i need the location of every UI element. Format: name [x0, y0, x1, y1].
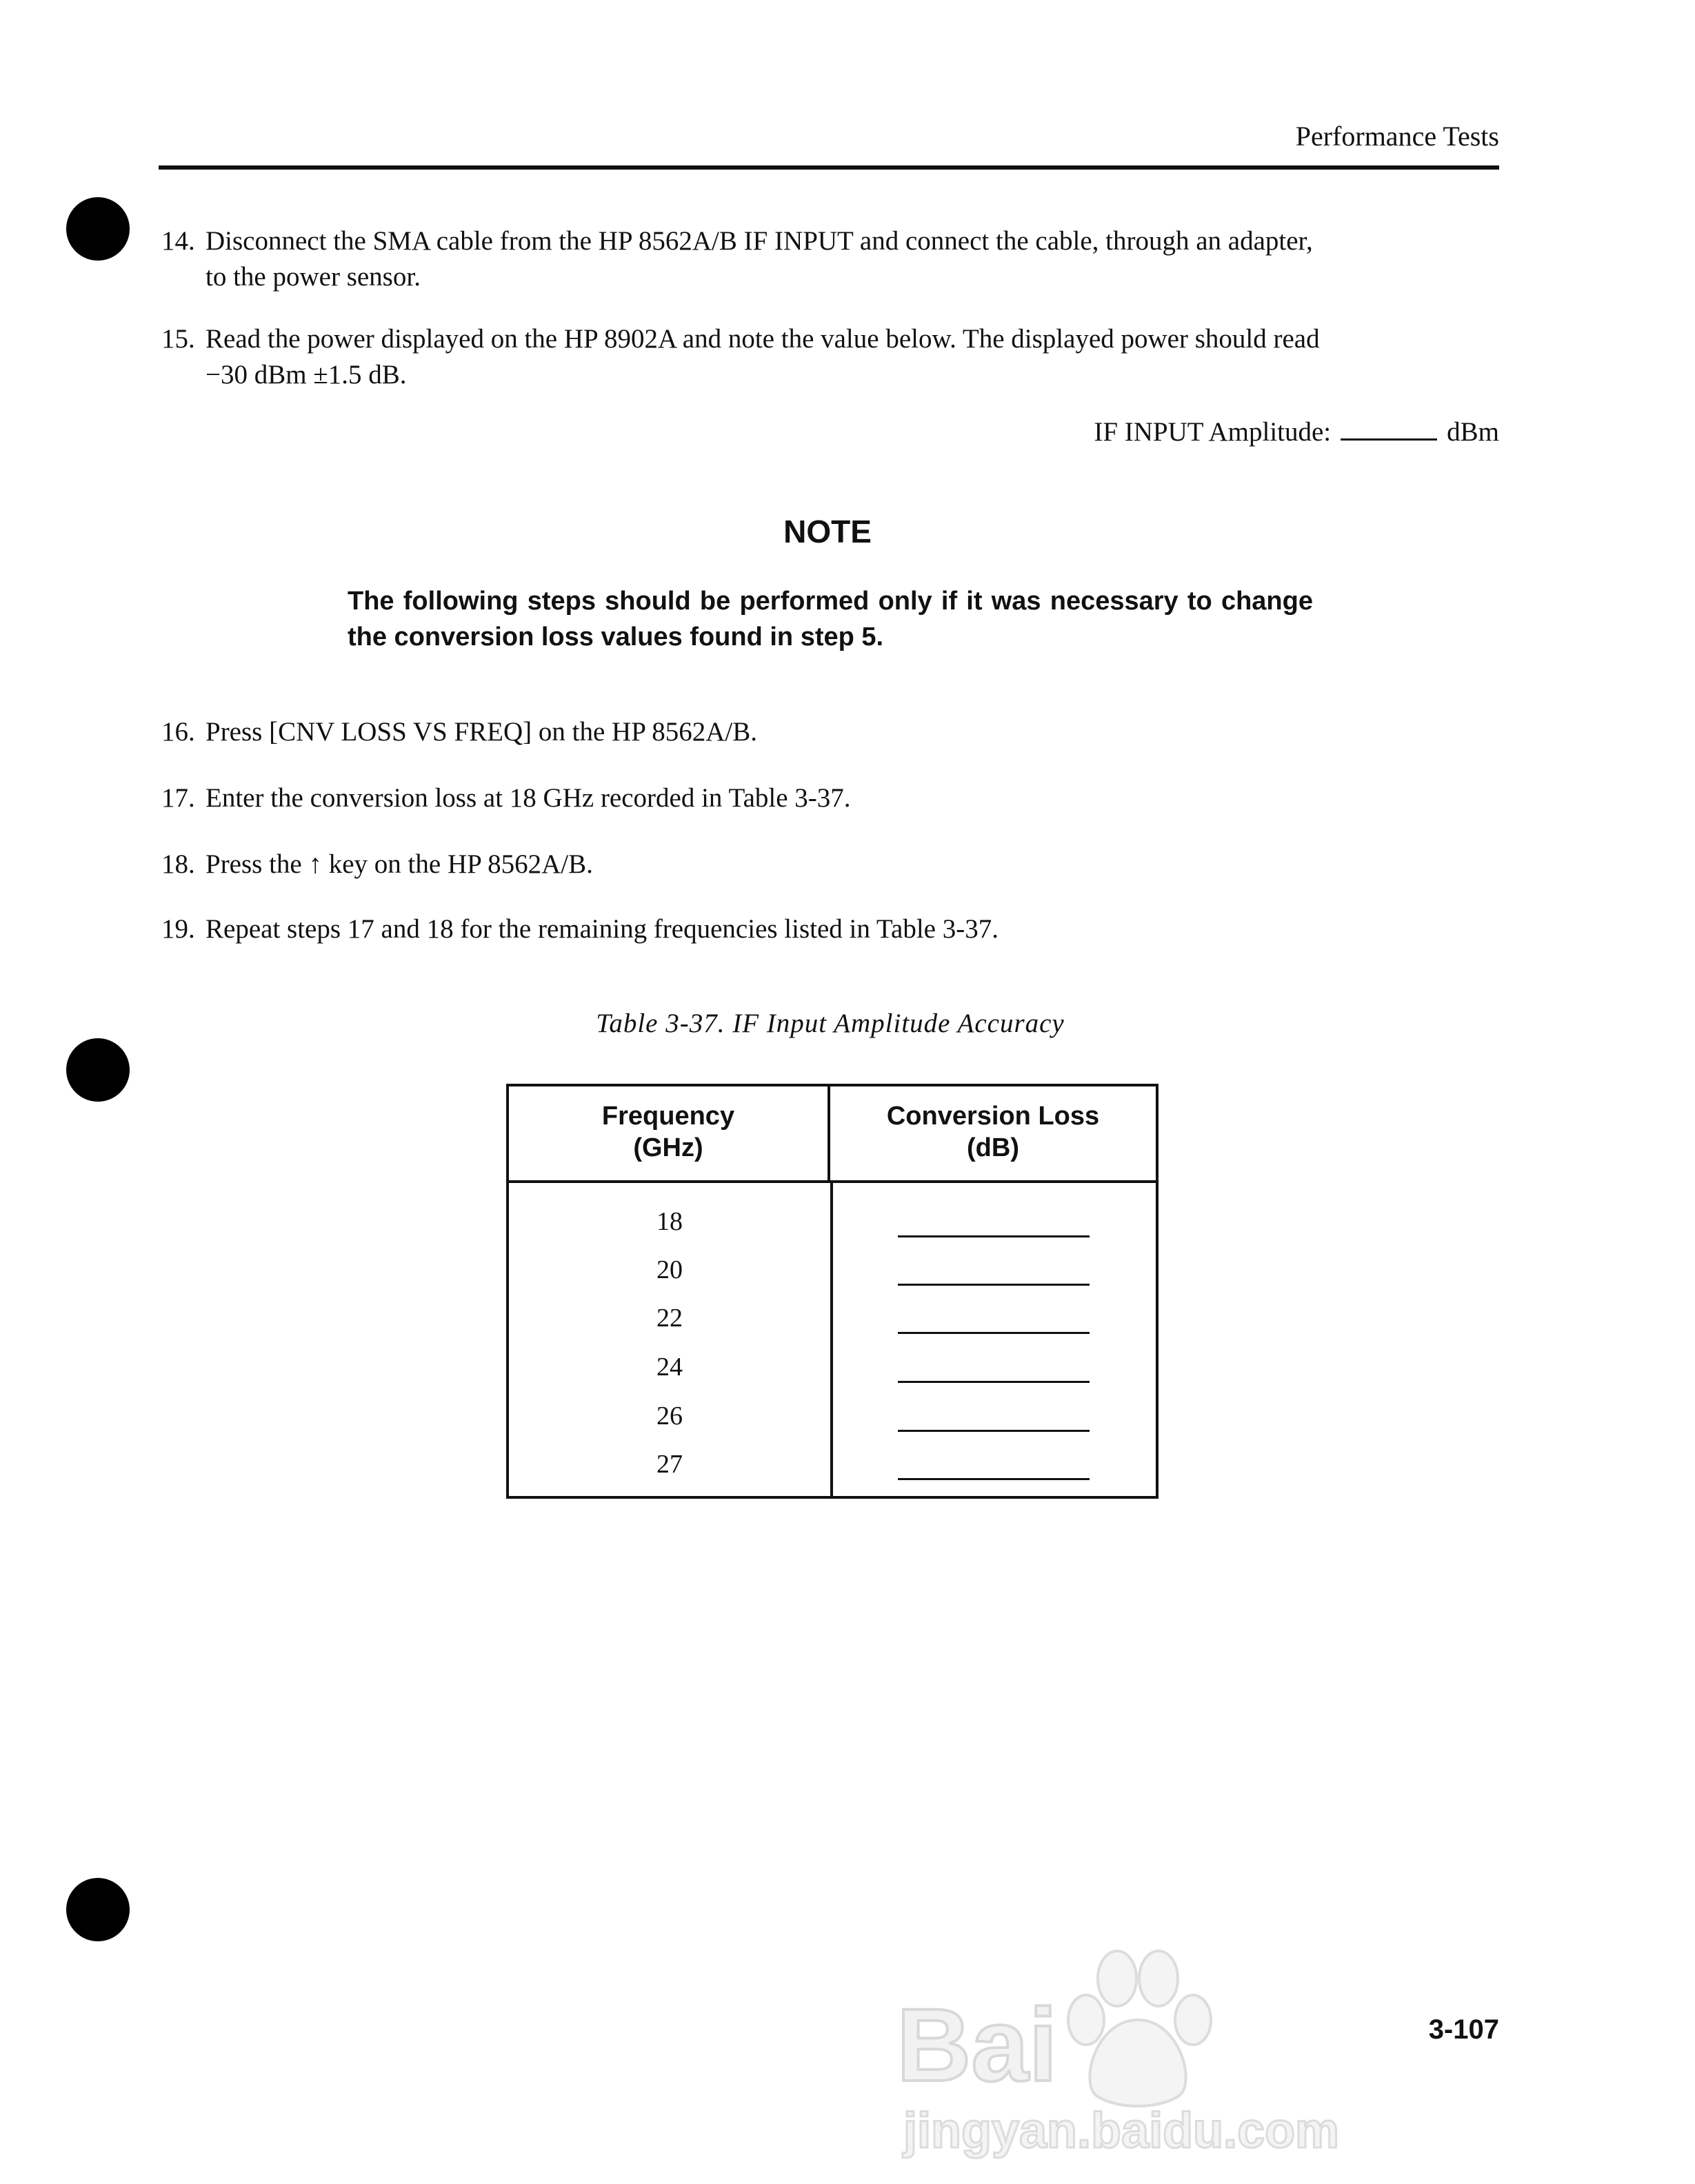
page-number: 3-107: [1428, 2014, 1499, 2045]
watermark-url: jingyan.baidu.com: [903, 2103, 1340, 2158]
header-line: Frequency: [601, 1102, 735, 1131]
frequency-cell: 18: [656, 1207, 683, 1236]
table-row: [509, 1346, 1156, 1395]
step-text-cont: to the power sensor.: [205, 262, 421, 292]
amplitude-blank: [1341, 438, 1437, 441]
binder-hole-icon: [66, 1878, 130, 1941]
running-header: Performance Tests: [1295, 121, 1499, 152]
step-text: Repeat steps 17 and 18 for the remaining frequencies listed in Table 3-37.: [205, 914, 999, 944]
step-number: 18.: [161, 849, 195, 879]
frequency-cell: 26: [656, 1402, 683, 1430]
conversion-loss-blank: [898, 1430, 1090, 1432]
watermark-logo-text: Bai: [896, 1987, 1058, 2103]
frequency-cell: 24: [656, 1353, 683, 1382]
note-text: The following steps should be performed only if it was necessary to change the conversion loss values found in step 5.: [348, 587, 1313, 651]
step-15: [161, 321, 1499, 393]
step-number: 17.: [161, 783, 195, 813]
step-text: Disconnect the SMA cable from the HP 8562A/B IF INPUT and connect the cable, through an adapter,: [205, 226, 1313, 256]
header-line: (GHz): [633, 1133, 703, 1162]
conversion-loss-blank: [898, 1235, 1090, 1237]
step-number: 15.: [161, 324, 195, 354]
amplitude-unit: dBm: [1447, 417, 1499, 447]
header-line: (dB): [967, 1133, 1019, 1162]
step-text-cont: −30 dBm ±1.5 dB.: [205, 360, 407, 390]
note-title: NOTE: [783, 514, 872, 549]
conversion-loss-blank: [898, 1284, 1090, 1286]
binder-hole-icon: [66, 197, 130, 261]
step-number: 19.: [161, 914, 195, 944]
frequency-cell: 22: [656, 1304, 683, 1333]
step-19: [161, 911, 1499, 947]
table-caption: Table 3-37. IF Input Amplitude Accuracy: [596, 1009, 1065, 1038]
baidu-watermark: [896, 1930, 1379, 2165]
step-14: [161, 223, 1499, 295]
step-text: Read the power displayed on the HP 8902A and note the value below. The displayed power should read: [205, 324, 1320, 354]
step-17: [161, 780, 1499, 816]
column-header-frequency: [509, 1086, 830, 1183]
table-row: [509, 1201, 1156, 1249]
step-text: Press [CNV LOSS VS FREQ] on the HP 8562A/B.: [205, 717, 757, 747]
table-row: [509, 1249, 1156, 1297]
if-input-amplitude-field: [1094, 416, 1499, 447]
step-16: [161, 714, 1499, 750]
step-number: 14.: [161, 226, 195, 256]
conversion-loss-table: [506, 1084, 1159, 1499]
column-header-conversion-loss: [830, 1086, 1156, 1183]
step-text: Enter the conversion loss at 18 GHz recorded in Table 3-37.: [205, 783, 851, 813]
table-row: [509, 1297, 1156, 1346]
conversion-loss-blank: [898, 1478, 1090, 1480]
conversion-loss-blank: [898, 1332, 1090, 1334]
binder-hole-icon: [66, 1038, 130, 1102]
step-text: Press the ↑ key on the HP 8562A/B.: [205, 849, 593, 879]
amplitude-label: IF INPUT Amplitude:: [1094, 417, 1332, 447]
step-number: 16.: [161, 717, 195, 747]
header-rule: [159, 165, 1499, 170]
frequency-cell: 20: [656, 1255, 683, 1284]
table-row: [509, 1395, 1156, 1444]
frequency-cell: 27: [656, 1450, 683, 1479]
step-18: [161, 847, 1499, 882]
header-line: Conversion Loss: [886, 1102, 1100, 1131]
table-row: [509, 1444, 1156, 1492]
conversion-loss-blank: [898, 1381, 1090, 1383]
